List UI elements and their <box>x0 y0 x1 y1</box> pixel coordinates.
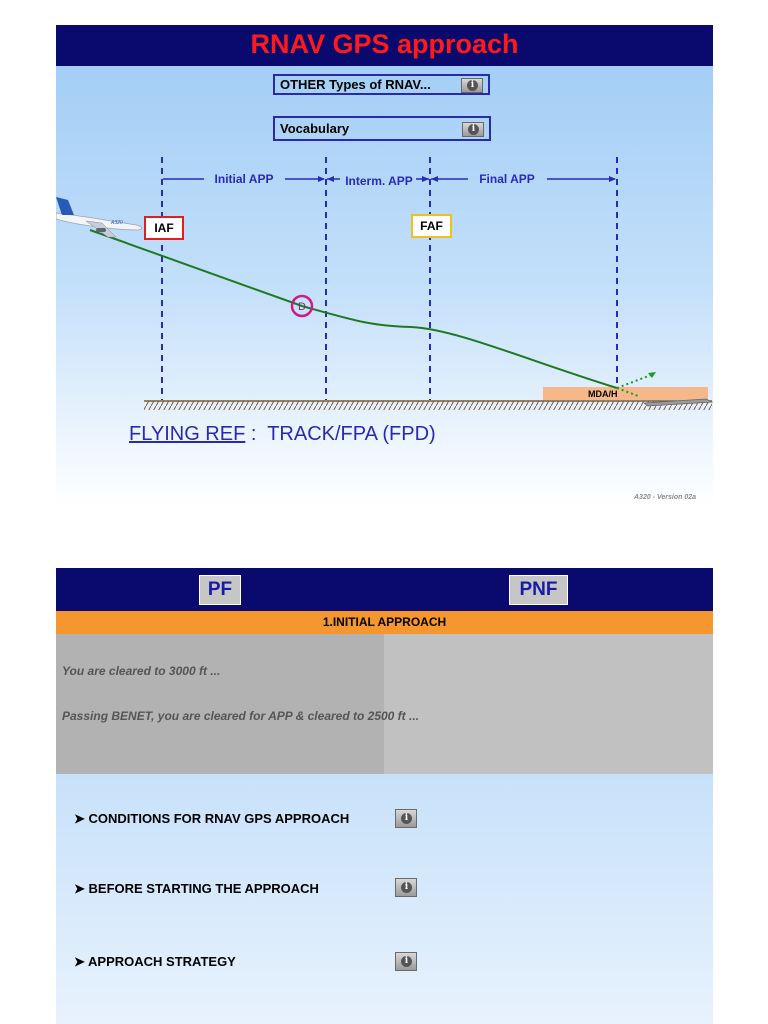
phase-bar: 1.INITIAL APPROACH <box>56 611 713 634</box>
clearance-text-2: Passing BENET, you are cleared for APP & cleared to 2500 ft ... <box>62 709 420 723</box>
descent-path <box>90 230 617 388</box>
interm-arrowhead-left <box>327 176 334 182</box>
pf-button[interactable]: PF <box>199 575 241 605</box>
vocabulary-label: Vocabulary <box>280 121 350 136</box>
flying-ref-label[interactable]: FLYING REF <box>129 423 246 445</box>
svg-text:A320: A320 <box>111 220 123 226</box>
slide-title: RNAV GPS approach <box>250 29 519 59</box>
final-arrowhead-left <box>431 176 438 182</box>
go-around-path <box>617 375 651 388</box>
flying-ref-separator: : <box>245 423 268 445</box>
segment-initial-label: Initial APP <box>214 172 274 186</box>
mda-bar <box>543 387 708 400</box>
pnf-button[interactable]: PNF <box>509 575 568 605</box>
aircraft-icon <box>56 197 142 237</box>
pf-column <box>56 634 384 774</box>
info-icon[interactable]: i <box>462 122 484 137</box>
role-header-bar <box>56 568 713 611</box>
go-around-arrowhead <box>648 372 656 378</box>
conditions-rnav-gps-link[interactable]: ➤ CONDITIONS FOR RNAV GPS APPROACH <box>74 811 350 826</box>
other-rnav-types-label: OTHER Types of RNAV... <box>280 77 431 92</box>
info-icon[interactable]: i <box>395 952 417 971</box>
faf-fix-box: FAF <box>411 214 452 238</box>
title-bar <box>56 25 713 66</box>
final-arrowhead-right <box>609 176 616 182</box>
flying-ref-line <box>129 423 436 446</box>
flying-ref-value: TRACK/FPA (FPD) <box>267 423 436 445</box>
dme-fix-label: D <box>298 301 306 313</box>
approach-strategy-link[interactable]: ➤ APPROACH STRATEGY <box>74 954 236 969</box>
slide-rnav-gps-approach <box>56 25 713 508</box>
vocabulary-link[interactable] <box>273 116 491 141</box>
pnf-column <box>384 634 713 774</box>
mda-label: MDA/H <box>588 389 618 399</box>
info-icon[interactable]: i <box>461 78 483 93</box>
before-starting-approach-link[interactable]: ➤ BEFORE STARTING THE APPROACH <box>74 881 319 896</box>
clearance-text-1: You are cleared to 3000 ft ... <box>62 664 221 678</box>
interm-arrowhead-right <box>422 176 429 182</box>
version-label: A320 - Version 02a <box>634 494 696 501</box>
info-icon[interactable]: i <box>395 878 417 897</box>
slide-initial-approach <box>56 568 713 1024</box>
approach-profile-diagram <box>56 145 713 445</box>
segment-interm-label: Interm. APP <box>345 174 413 188</box>
segment-final-label: Final APP <box>479 172 535 186</box>
info-icon[interactable]: i <box>395 809 417 828</box>
terrain-hatch <box>144 401 712 410</box>
other-rnav-types-link[interactable] <box>273 74 490 95</box>
iaf-fix-box: IAF <box>144 216 184 240</box>
initial-arrowhead <box>318 176 325 182</box>
